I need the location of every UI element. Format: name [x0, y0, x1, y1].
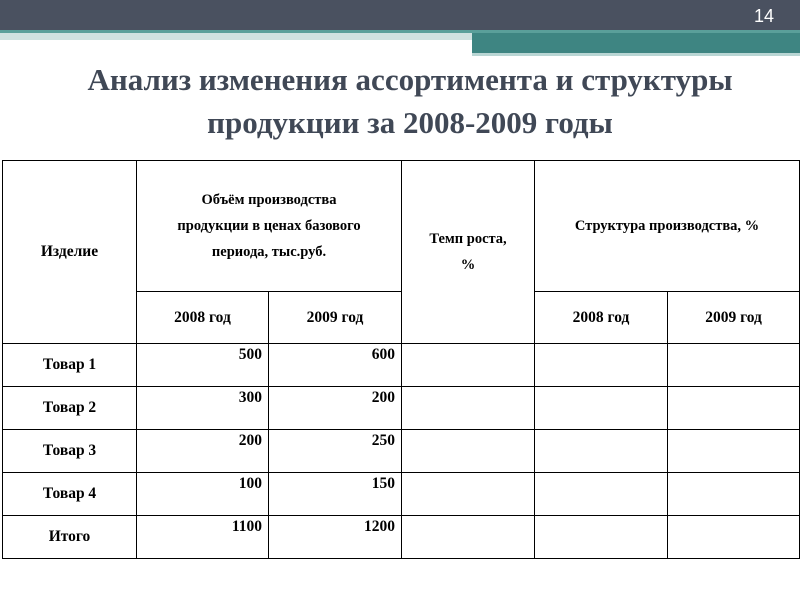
header-volume	[137, 161, 402, 292]
cell-volume-2008: 200	[137, 430, 269, 473]
cell-structure-2009	[668, 430, 800, 473]
cell-volume-2008: 1100	[137, 516, 269, 559]
cell-volume-2008: 500	[137, 344, 269, 387]
header-growth-line-2: %	[460, 257, 476, 273]
top-banner	[0, 0, 800, 30]
assortment-table	[2, 160, 800, 559]
banner-stripe-left	[0, 33, 472, 40]
slide-number: 14	[753, 6, 774, 26]
cell-structure-2009	[668, 387, 800, 430]
cell-volume-2008: 100	[137, 473, 269, 516]
header-volume-line-1: Объём производства	[201, 192, 337, 208]
cell-volume-2009: 600	[269, 344, 402, 387]
cell-structure-2009	[668, 344, 800, 387]
cell-volume-2009: 200	[269, 387, 402, 430]
cell-structure-2009	[668, 473, 800, 516]
header-growth	[402, 161, 535, 344]
row-label: Итого	[3, 516, 137, 559]
table-row	[3, 344, 800, 387]
slide-title-line-2: продукции за 2008-2009 годы	[207, 105, 613, 140]
cell-structure-2008	[535, 344, 668, 387]
cell-structure-2008	[535, 430, 668, 473]
table-row	[3, 387, 800, 430]
header-structure: Структура производства, %	[535, 161, 800, 292]
slide-title-line-1: Анализ изменения ассортимента и структуры	[87, 62, 733, 97]
cell-growth	[402, 473, 535, 516]
cell-growth	[402, 516, 535, 559]
header-structure-2008: 2008 год	[535, 292, 668, 344]
slide-title	[0, 58, 800, 144]
row-label: Товар 4	[3, 473, 137, 516]
header-structure-2009: 2009 год	[668, 292, 800, 344]
cell-structure-2008	[535, 516, 668, 559]
header-volume-2009: 2009 год	[269, 292, 402, 344]
banner-stripe-right-light	[472, 53, 800, 56]
cell-volume-2009: 1200	[269, 516, 402, 559]
cell-growth	[402, 387, 535, 430]
header-growth-line-1: Темп роста,	[429, 231, 507, 247]
header-volume-line-3: периода, тыс.руб.	[211, 244, 327, 260]
cell-volume-2008: 300	[137, 387, 269, 430]
header-product: Изделие	[3, 161, 137, 344]
cell-structure-2009	[668, 516, 800, 559]
row-label: Товар 3	[3, 430, 137, 473]
table-header-row-1	[3, 161, 800, 292]
cell-volume-2009: 250	[269, 430, 402, 473]
cell-growth	[402, 344, 535, 387]
table-row	[3, 473, 800, 516]
header-volume-line-2: продукции в ценах базового	[177, 218, 361, 234]
banner-stripe-right	[472, 33, 800, 53]
table-row	[3, 430, 800, 473]
cell-structure-2008	[535, 387, 668, 430]
table-row-total	[3, 516, 800, 559]
row-label: Товар 1	[3, 344, 137, 387]
header-volume-2008: 2008 год	[137, 292, 269, 344]
cell-structure-2008	[535, 473, 668, 516]
cell-growth	[402, 430, 535, 473]
cell-volume-2009: 150	[269, 473, 402, 516]
row-label: Товар 2	[3, 387, 137, 430]
